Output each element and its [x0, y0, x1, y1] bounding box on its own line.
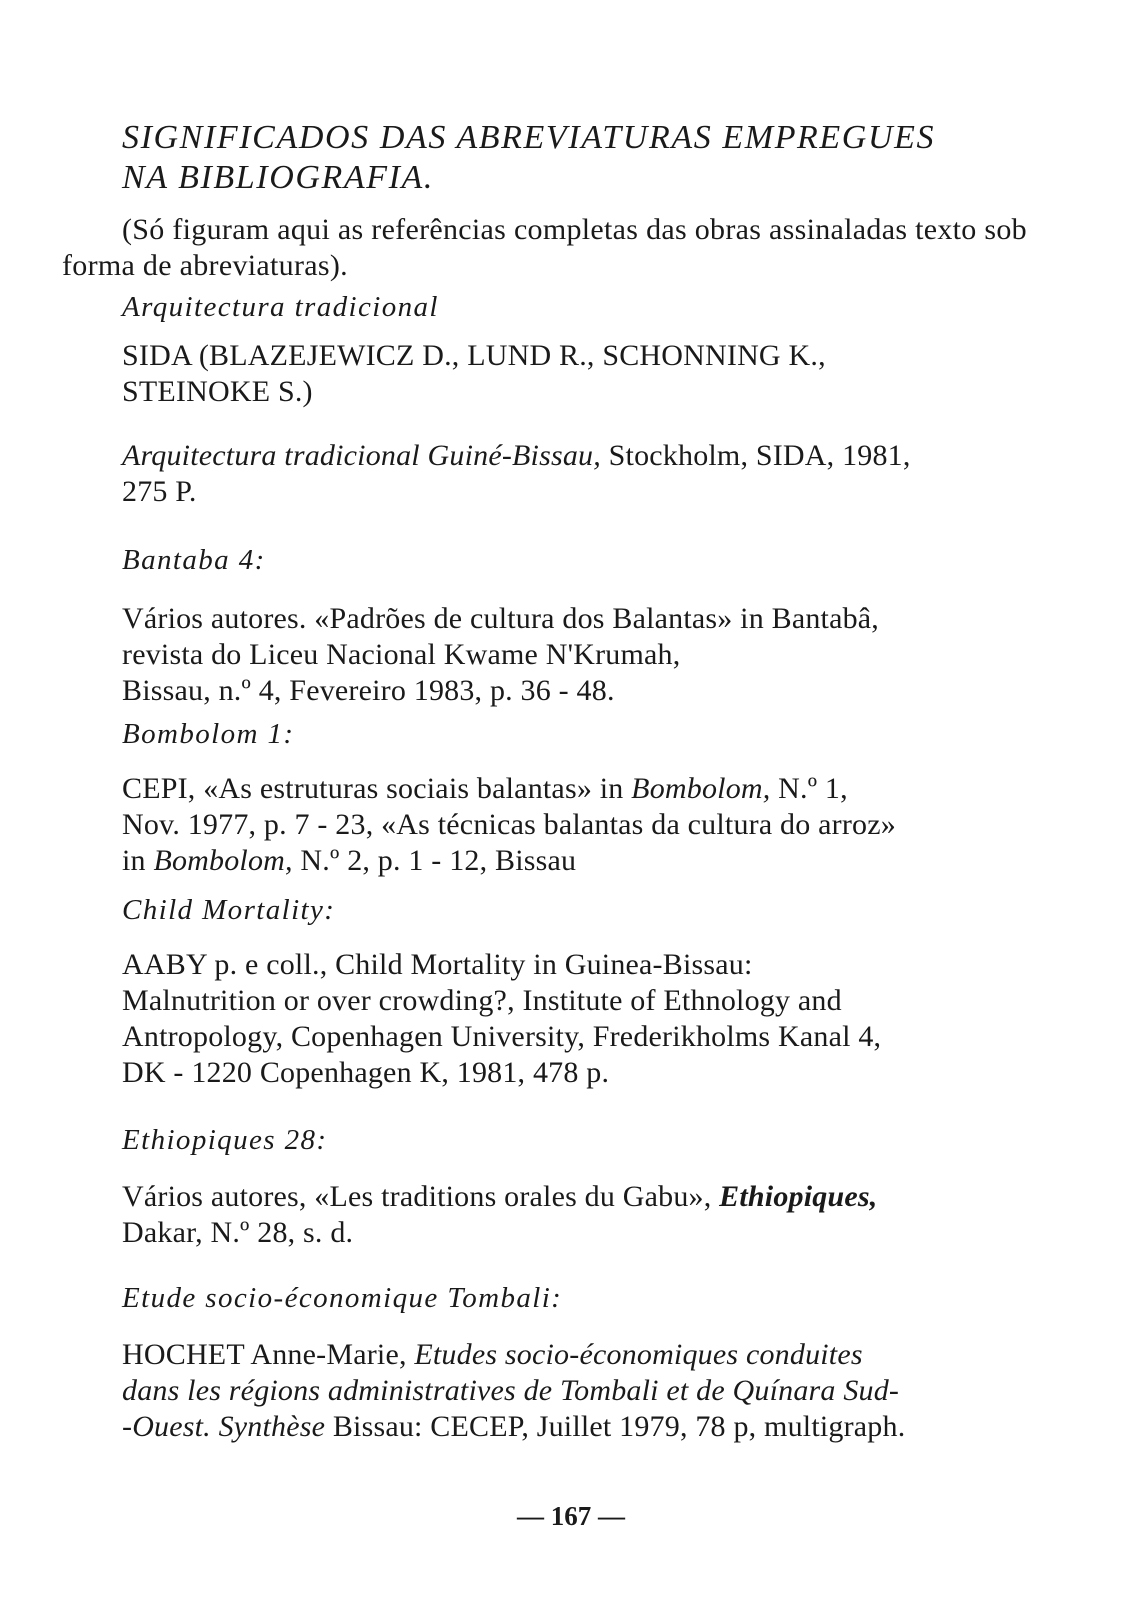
- entry-reference: [122, 1337, 1042, 1445]
- entry-work-publisher: Stockholm, SIDA, 1981,: [600, 439, 911, 472]
- entry-line-2: Malnutrition or over crowding?, Institute of Ethnology and: [122, 984, 842, 1017]
- entry-line-1-issue: N.º 1,: [770, 772, 848, 805]
- entry-abbreviation: Etude socio-économique Tombali:: [122, 1282, 563, 1314]
- entry-line-4: DK - 1220 Copenhagen K, 1981, 478 p.: [122, 1056, 610, 1089]
- entry-work-title: Arquitectura tradicional Guiné-Bissau,: [122, 439, 601, 472]
- entry-journal-title: Ethiopiques,: [719, 1180, 878, 1213]
- entry-line-1-text: Vários autores, «Les traditions orales du Gabu»,: [122, 1180, 720, 1213]
- entry-authors-line-2: STEINOKE S.): [122, 375, 313, 408]
- entry-line-3: Bissau, n.º 4, Fevereiro 1983, p. 36 - 48.: [122, 674, 615, 707]
- entry-authors-line-1: SIDA (BLAZEJEWICZ D., LUND R., SCHONNING K.,: [122, 339, 826, 372]
- entry-line-2: revista do Liceu Nacional Kwame N'Krumah,: [122, 638, 681, 671]
- entry-reference: [122, 1179, 1042, 1251]
- entry-line-1-text: CEPI, «As estruturas sociais balantas» in: [122, 772, 632, 805]
- bibliography-entry-bombolom: [122, 717, 1042, 879]
- page-number: — 167 —: [517, 1501, 625, 1531]
- entry-reference: [122, 601, 1042, 709]
- entry-line-1-text: HOCHET Anne-Marie,: [122, 1338, 415, 1371]
- entry-line-3-issue: N.º 2, p. 1 - 12, Bissau: [292, 844, 577, 877]
- entry-reference: [122, 947, 1042, 1091]
- bibliography-entry-child-mortality: [122, 893, 1042, 1091]
- entry-abbreviation: Child Mortality:: [122, 894, 336, 926]
- page-title-line-2: NA BIBLIOGRAFIA.: [122, 159, 435, 196]
- entry-reference: [122, 771, 1042, 879]
- bibliography-entry-ethiopiques: [122, 1123, 1042, 1251]
- bibliography-entry-bantaba: [122, 543, 1042, 709]
- entry-reference: [122, 438, 1042, 510]
- entry-work-pages: 275 P.: [122, 475, 197, 508]
- bibliography-entry-arquitectura: [122, 290, 1042, 510]
- entry-work-title: Etudes socio-économiques conduites: [414, 1338, 863, 1371]
- entry-abbreviation: Ethiopiques 28:: [122, 1124, 328, 1156]
- entry-line-3-text: in: [122, 844, 154, 877]
- page-title-line-1: SIGNIFICADOS DAS ABREVIATURAS EMPREGUES: [122, 119, 936, 156]
- entry-authors: [122, 338, 1042, 410]
- entry-line-2: Dakar, N.º 28, s. d.: [122, 1216, 354, 1249]
- entry-journal-title: Bombolom,: [631, 772, 771, 805]
- entry-line-3: Antropology, Copenhagen University, Frederikholms Kanal 4,: [122, 1020, 882, 1053]
- bibliography-entry-etude-tombali: [122, 1281, 1042, 1445]
- entry-line-3-publisher: Bissau: CECEP, Juillet 1979, 78 p, multigraph.: [325, 1410, 906, 1443]
- entry-abbreviation: Bantaba 4:: [122, 544, 266, 576]
- entry-journal-title: Bombolom,: [153, 844, 293, 877]
- intro-paragraph: (Só figuram aqui as referências completas das obras assinaladas texto sob forma de abreviaturas).: [62, 213, 1027, 282]
- entry-abbreviation: Arquitectura tradicional: [122, 291, 439, 323]
- page-title: [122, 118, 1022, 198]
- entry-abbreviation: Bombolom 1:: [122, 718, 295, 750]
- entry-line-2: Nov. 1977, p. 7 - 23, «As técnicas balantas da cultura do arroz»: [122, 808, 896, 841]
- entry-line-1: Vários autores. «Padrões de cultura dos Balantas» in Bantabâ,: [122, 602, 879, 635]
- entry-work-title-cont: dans les régions administratives de Tombali et de Quínara Sud-: [122, 1374, 900, 1407]
- entry-line-1: AABY p. e coll., Child Mortality in Guinea-Bissau:: [122, 948, 753, 981]
- entry-work-title-end: -Ouest. Synthèse: [122, 1410, 326, 1443]
